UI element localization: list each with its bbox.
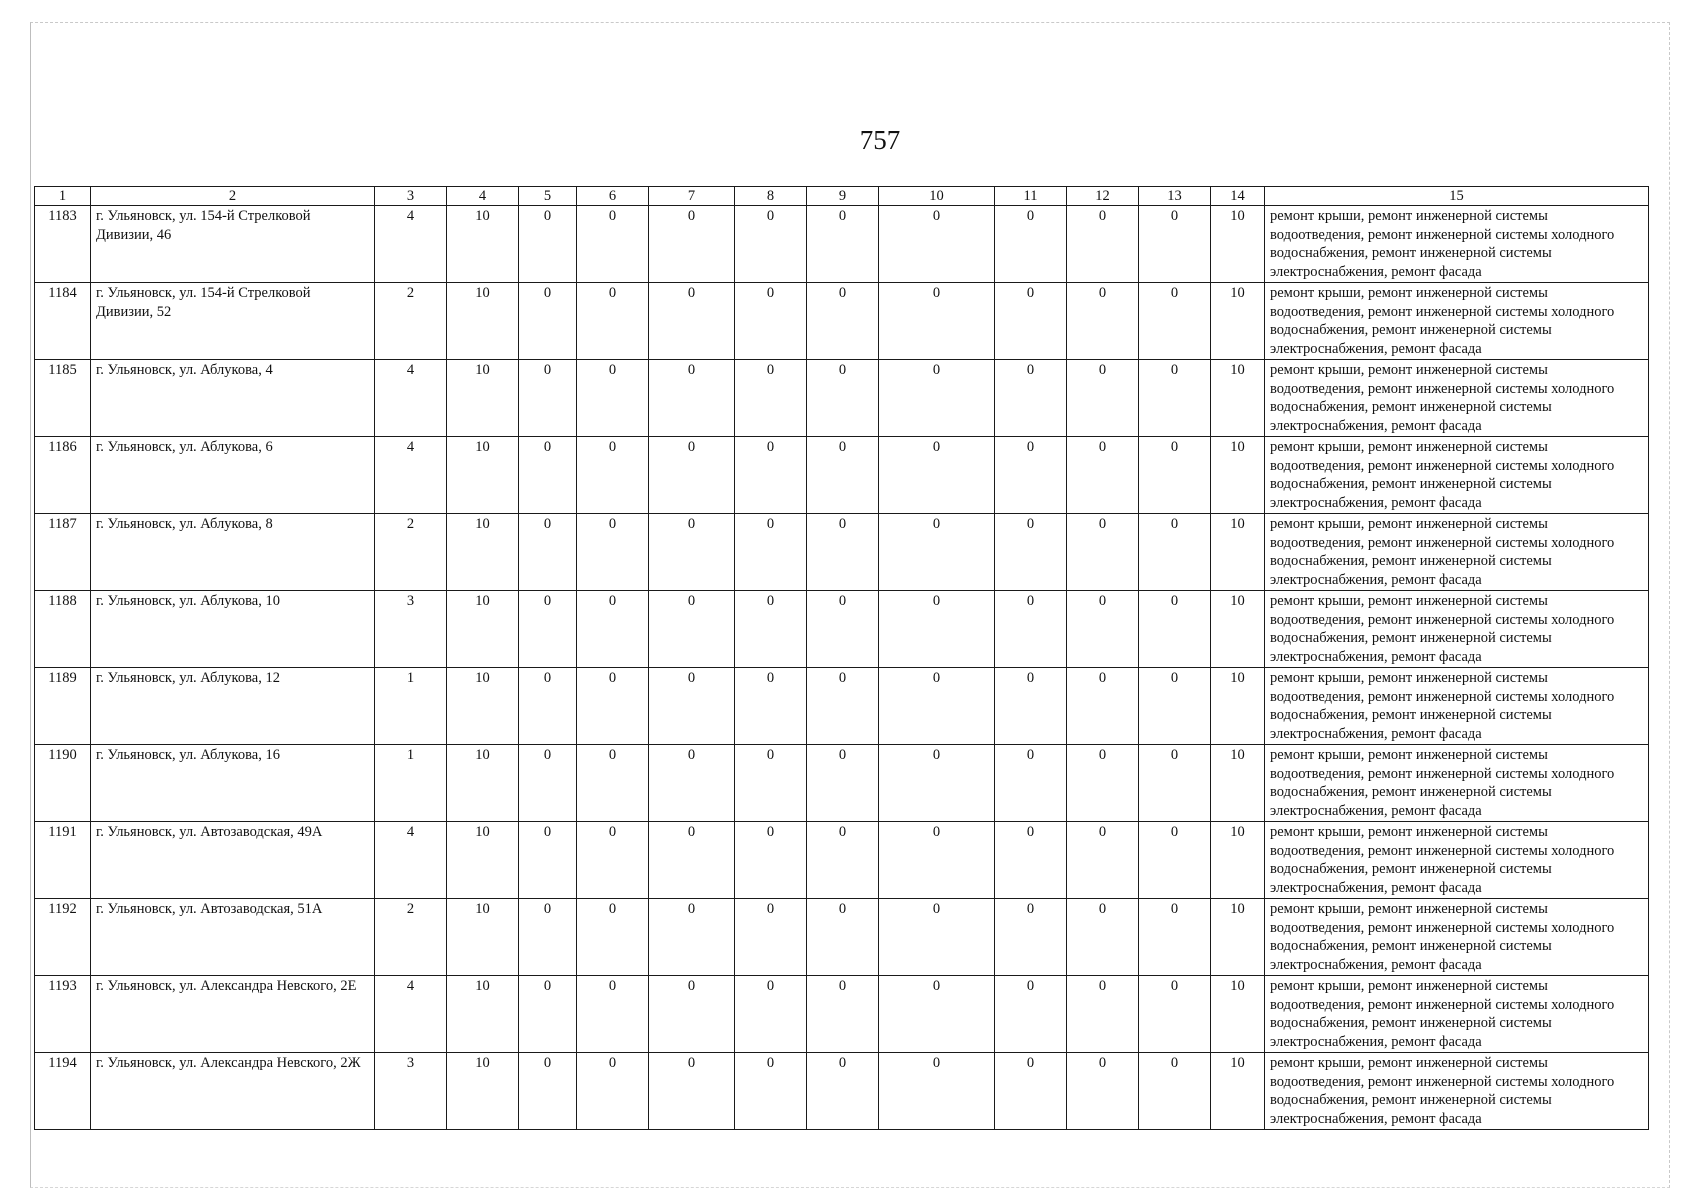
row-number-cell: 1191 <box>35 822 91 899</box>
column-header-15: 15 <box>1265 187 1649 206</box>
value-cell-col-4: 10 <box>447 514 519 591</box>
column-header-13: 13 <box>1139 187 1211 206</box>
value-cell-col-7: 0 <box>649 668 735 745</box>
value-cell-col-11: 0 <box>995 437 1067 514</box>
address-cell: г. Ульяновск, ул. 154-й Стрелковой Дивизии, 52 <box>91 283 375 360</box>
value-cell-col-14: 10 <box>1211 206 1265 283</box>
value-cell-col-5: 0 <box>519 976 577 1053</box>
works-list-cell: ремонт крыши, ремонт инженерной системы водоотведения, ремонт инженерной системы холодного водоснабжения, ремонт инженерной системы электроснабжения, ремонт фасада <box>1265 899 1649 976</box>
table-row <box>35 1053 1649 1130</box>
value-cell-col-5: 0 <box>519 514 577 591</box>
value-cell-col-11: 0 <box>995 514 1067 591</box>
value-cell-col-14: 10 <box>1211 976 1265 1053</box>
works-list-cell: ремонт крыши, ремонт инженерной системы водоотведения, ремонт инженерной системы холодного водоснабжения, ремонт инженерной системы электроснабжения, ремонт фасада <box>1265 437 1649 514</box>
row-number-cell: 1188 <box>35 591 91 668</box>
value-cell-col-8: 0 <box>735 1053 807 1130</box>
value-cell-col-14: 10 <box>1211 437 1265 514</box>
value-cell-col-8: 0 <box>735 283 807 360</box>
value-cell-col-7: 0 <box>649 514 735 591</box>
value-cell-col-8: 0 <box>735 514 807 591</box>
works-list-cell: ремонт крыши, ремонт инженерной системы водоотведения, ремонт инженерной системы холодного водоснабжения, ремонт инженерной системы электроснабжения, ремонт фасада <box>1265 360 1649 437</box>
value-cell-col-5: 0 <box>519 899 577 976</box>
value-cell-col-6: 0 <box>577 822 649 899</box>
value-cell-col-6: 0 <box>577 283 649 360</box>
value-cell-col-11: 0 <box>995 899 1067 976</box>
row-number-cell: 1187 <box>35 514 91 591</box>
column-header-6: 6 <box>577 187 649 206</box>
value-cell-col-3: 4 <box>375 976 447 1053</box>
value-cell-col-4: 10 <box>447 206 519 283</box>
value-cell-col-11: 0 <box>995 976 1067 1053</box>
value-cell-col-9: 0 <box>807 360 879 437</box>
address-cell: г. Ульяновск, ул. Автозаводская, 51А <box>91 899 375 976</box>
value-cell-col-4: 10 <box>447 591 519 668</box>
value-cell-col-13: 0 <box>1139 745 1211 822</box>
column-header-8: 8 <box>735 187 807 206</box>
value-cell-col-12: 0 <box>1067 437 1139 514</box>
value-cell-col-11: 0 <box>995 745 1067 822</box>
address-cell: г. Ульяновск, ул. 154-й Стрелковой Дивизии, 46 <box>91 206 375 283</box>
address-cell: г. Ульяновск, ул. Аблукова, 10 <box>91 591 375 668</box>
value-cell-col-8: 0 <box>735 360 807 437</box>
value-cell-col-5: 0 <box>519 668 577 745</box>
value-cell-col-14: 10 <box>1211 745 1265 822</box>
column-header-9: 9 <box>807 187 879 206</box>
value-cell-col-10: 0 <box>879 206 995 283</box>
value-cell-col-6: 0 <box>577 360 649 437</box>
value-cell-col-11: 0 <box>995 283 1067 360</box>
value-cell-col-6: 0 <box>577 976 649 1053</box>
table-row <box>35 899 1649 976</box>
column-header-11: 11 <box>995 187 1067 206</box>
value-cell-col-12: 0 <box>1067 822 1139 899</box>
value-cell-col-8: 0 <box>735 976 807 1053</box>
value-cell-col-7: 0 <box>649 283 735 360</box>
value-cell-col-10: 0 <box>879 437 995 514</box>
value-cell-col-4: 10 <box>447 1053 519 1130</box>
value-cell-col-10: 0 <box>879 976 995 1053</box>
value-cell-col-13: 0 <box>1139 976 1211 1053</box>
table-row <box>35 206 1649 283</box>
value-cell-col-3: 2 <box>375 283 447 360</box>
value-cell-col-5: 0 <box>519 822 577 899</box>
value-cell-col-5: 0 <box>519 437 577 514</box>
value-cell-col-3: 1 <box>375 668 447 745</box>
table-row <box>35 514 1649 591</box>
value-cell-col-14: 10 <box>1211 591 1265 668</box>
value-cell-col-9: 0 <box>807 206 879 283</box>
value-cell-col-9: 0 <box>807 668 879 745</box>
table-row <box>35 360 1649 437</box>
address-cell: г. Ульяновск, ул. Александра Невского, 2Ж <box>91 1053 375 1130</box>
value-cell-col-13: 0 <box>1139 899 1211 976</box>
value-cell-col-4: 10 <box>447 360 519 437</box>
value-cell-col-12: 0 <box>1067 206 1139 283</box>
value-cell-col-10: 0 <box>879 899 995 976</box>
value-cell-col-8: 0 <box>735 206 807 283</box>
value-cell-col-5: 0 <box>519 1053 577 1130</box>
value-cell-col-12: 0 <box>1067 360 1139 437</box>
value-cell-col-10: 0 <box>879 822 995 899</box>
address-cell: г. Ульяновск, ул. Аблукова, 6 <box>91 437 375 514</box>
table-row <box>35 745 1649 822</box>
value-cell-col-11: 0 <box>995 206 1067 283</box>
column-header-14: 14 <box>1211 187 1265 206</box>
works-list-cell: ремонт крыши, ремонт инженерной системы водоотведения, ремонт инженерной системы холодного водоснабжения, ремонт инженерной системы электроснабжения, ремонт фасада <box>1265 206 1649 283</box>
value-cell-col-11: 0 <box>995 1053 1067 1130</box>
row-number-cell: 1183 <box>35 206 91 283</box>
row-number-cell: 1185 <box>35 360 91 437</box>
value-cell-col-6: 0 <box>577 591 649 668</box>
works-list-cell: ремонт крыши, ремонт инженерной системы водоотведения, ремонт инженерной системы холодного водоснабжения, ремонт инженерной системы электроснабжения, ремонт фасада <box>1265 283 1649 360</box>
value-cell-col-9: 0 <box>807 437 879 514</box>
value-cell-col-6: 0 <box>577 206 649 283</box>
value-cell-col-12: 0 <box>1067 591 1139 668</box>
value-cell-col-14: 10 <box>1211 283 1265 360</box>
works-list-cell: ремонт крыши, ремонт инженерной системы водоотведения, ремонт инженерной системы холодного водоснабжения, ремонт инженерной системы электроснабжения, ремонт фасада <box>1265 745 1649 822</box>
column-header-7: 7 <box>649 187 735 206</box>
value-cell-col-11: 0 <box>995 591 1067 668</box>
value-cell-col-5: 0 <box>519 283 577 360</box>
value-cell-col-4: 10 <box>447 283 519 360</box>
value-cell-col-3: 4 <box>375 360 447 437</box>
value-cell-col-14: 10 <box>1211 514 1265 591</box>
value-cell-col-12: 0 <box>1067 1053 1139 1130</box>
value-cell-col-6: 0 <box>577 514 649 591</box>
address-cell: г. Ульяновск, ул. Аблукова, 4 <box>91 360 375 437</box>
value-cell-col-12: 0 <box>1067 899 1139 976</box>
row-number-cell: 1194 <box>35 1053 91 1130</box>
table-body <box>35 187 1649 1130</box>
value-cell-col-9: 0 <box>807 283 879 360</box>
row-number-cell: 1186 <box>35 437 91 514</box>
value-cell-col-13: 0 <box>1139 1053 1211 1130</box>
row-number-cell: 1192 <box>35 899 91 976</box>
address-cell: г. Ульяновск, ул. Аблукова, 8 <box>91 514 375 591</box>
value-cell-col-12: 0 <box>1067 283 1139 360</box>
table-row <box>35 976 1649 1053</box>
value-cell-col-7: 0 <box>649 822 735 899</box>
value-cell-col-4: 10 <box>447 668 519 745</box>
value-cell-col-10: 0 <box>879 283 995 360</box>
address-cell: г. Ульяновск, ул. Александра Невского, 2Е <box>91 976 375 1053</box>
table-row <box>35 668 1649 745</box>
value-cell-col-3: 4 <box>375 206 447 283</box>
value-cell-col-3: 1 <box>375 745 447 822</box>
address-cell: г. Ульяновск, ул. Аблукова, 12 <box>91 668 375 745</box>
value-cell-col-4: 10 <box>447 976 519 1053</box>
value-cell-col-14: 10 <box>1211 822 1265 899</box>
value-cell-col-13: 0 <box>1139 822 1211 899</box>
header-row <box>35 187 1649 206</box>
value-cell-col-10: 0 <box>879 360 995 437</box>
value-cell-col-3: 2 <box>375 514 447 591</box>
column-header-1: 1 <box>35 187 91 206</box>
value-cell-col-14: 10 <box>1211 899 1265 976</box>
value-cell-col-10: 0 <box>879 668 995 745</box>
value-cell-col-8: 0 <box>735 668 807 745</box>
value-cell-col-8: 0 <box>735 591 807 668</box>
address-cell: г. Ульяновск, ул. Автозаводская, 49А <box>91 822 375 899</box>
value-cell-col-12: 0 <box>1067 745 1139 822</box>
value-cell-col-3: 3 <box>375 591 447 668</box>
value-cell-col-12: 0 <box>1067 668 1139 745</box>
value-cell-col-13: 0 <box>1139 514 1211 591</box>
value-cell-col-11: 0 <box>995 360 1067 437</box>
value-cell-col-3: 4 <box>375 822 447 899</box>
value-cell-col-7: 0 <box>649 899 735 976</box>
value-cell-col-10: 0 <box>879 514 995 591</box>
value-cell-col-4: 10 <box>447 745 519 822</box>
row-number-cell: 1193 <box>35 976 91 1053</box>
column-header-3: 3 <box>375 187 447 206</box>
value-cell-col-9: 0 <box>807 745 879 822</box>
value-cell-col-7: 0 <box>649 360 735 437</box>
value-cell-col-11: 0 <box>995 668 1067 745</box>
value-cell-col-10: 0 <box>879 745 995 822</box>
value-cell-col-12: 0 <box>1067 976 1139 1053</box>
value-cell-col-7: 0 <box>649 1053 735 1130</box>
value-cell-col-3: 4 <box>375 437 447 514</box>
value-cell-col-9: 0 <box>807 976 879 1053</box>
value-cell-col-5: 0 <box>519 745 577 822</box>
value-cell-col-14: 10 <box>1211 360 1265 437</box>
value-cell-col-6: 0 <box>577 745 649 822</box>
value-cell-col-13: 0 <box>1139 360 1211 437</box>
value-cell-col-3: 3 <box>375 1053 447 1130</box>
value-cell-col-6: 0 <box>577 899 649 976</box>
table-row <box>35 822 1649 899</box>
value-cell-col-5: 0 <box>519 591 577 668</box>
value-cell-col-4: 10 <box>447 899 519 976</box>
value-cell-col-6: 0 <box>577 1053 649 1130</box>
column-header-5: 5 <box>519 187 577 206</box>
value-cell-col-8: 0 <box>735 822 807 899</box>
column-header-12: 12 <box>1067 187 1139 206</box>
value-cell-col-8: 0 <box>735 437 807 514</box>
row-number-cell: 1190 <box>35 745 91 822</box>
column-header-2: 2 <box>91 187 375 206</box>
value-cell-col-13: 0 <box>1139 437 1211 514</box>
value-cell-col-9: 0 <box>807 822 879 899</box>
value-cell-col-7: 0 <box>649 437 735 514</box>
table-row <box>35 591 1649 668</box>
value-cell-col-7: 0 <box>649 591 735 668</box>
value-cell-col-14: 10 <box>1211 668 1265 745</box>
table-row <box>35 283 1649 360</box>
value-cell-col-7: 0 <box>649 745 735 822</box>
value-cell-col-5: 0 <box>519 206 577 283</box>
value-cell-col-9: 0 <box>807 1053 879 1130</box>
value-cell-col-4: 10 <box>447 822 519 899</box>
value-cell-col-12: 0 <box>1067 514 1139 591</box>
works-list-cell: ремонт крыши, ремонт инженерной системы водоотведения, ремонт инженерной системы холодного водоснабжения, ремонт инженерной системы электроснабжения, ремонт фасада <box>1265 822 1649 899</box>
works-list-cell: ремонт крыши, ремонт инженерной системы водоотведения, ремонт инженерной системы холодного водоснабжения, ремонт инженерной системы электроснабжения, ремонт фасада <box>1265 514 1649 591</box>
row-number-cell: 1189 <box>35 668 91 745</box>
page-number: 757 <box>859 125 901 155</box>
value-cell-col-8: 0 <box>735 745 807 822</box>
value-cell-col-4: 10 <box>447 437 519 514</box>
value-cell-col-8: 0 <box>735 899 807 976</box>
works-list-cell: ремонт крыши, ремонт инженерной системы водоотведения, ремонт инженерной системы холодного водоснабжения, ремонт инженерной системы электроснабжения, ремонт фасада <box>1265 976 1649 1053</box>
value-cell-col-11: 0 <box>995 822 1067 899</box>
value-cell-col-14: 10 <box>1211 1053 1265 1130</box>
value-cell-col-13: 0 <box>1139 206 1211 283</box>
works-list-cell: ремонт крыши, ремонт инженерной системы водоотведения, ремонт инженерной системы холодного водоснабжения, ремонт инженерной системы электроснабжения, ремонт фасада <box>1265 591 1649 668</box>
value-cell-col-13: 0 <box>1139 283 1211 360</box>
value-cell-col-13: 0 <box>1139 591 1211 668</box>
table-row <box>35 437 1649 514</box>
value-cell-col-9: 0 <box>807 514 879 591</box>
value-cell-col-7: 0 <box>649 976 735 1053</box>
value-cell-col-6: 0 <box>577 668 649 745</box>
register-table <box>34 186 1649 1130</box>
value-cell-col-10: 0 <box>879 591 995 668</box>
column-header-4: 4 <box>447 187 519 206</box>
value-cell-col-9: 0 <box>807 899 879 976</box>
works-list-cell: ремонт крыши, ремонт инженерной системы водоотведения, ремонт инженерной системы холодного водоснабжения, ремонт инженерной системы электроснабжения, ремонт фасада <box>1265 1053 1649 1130</box>
value-cell-col-5: 0 <box>519 360 577 437</box>
column-header-10: 10 <box>879 187 995 206</box>
value-cell-col-9: 0 <box>807 591 879 668</box>
works-list-cell: ремонт крыши, ремонт инженерной системы водоотведения, ремонт инженерной системы холодного водоснабжения, ремонт инженерной системы электроснабжения, ремонт фасада <box>1265 668 1649 745</box>
value-cell-col-7: 0 <box>649 206 735 283</box>
value-cell-col-13: 0 <box>1139 668 1211 745</box>
value-cell-col-3: 2 <box>375 899 447 976</box>
value-cell-col-10: 0 <box>879 1053 995 1130</box>
address-cell: г. Ульяновск, ул. Аблукова, 16 <box>91 745 375 822</box>
row-number-cell: 1184 <box>35 283 91 360</box>
value-cell-col-6: 0 <box>577 437 649 514</box>
